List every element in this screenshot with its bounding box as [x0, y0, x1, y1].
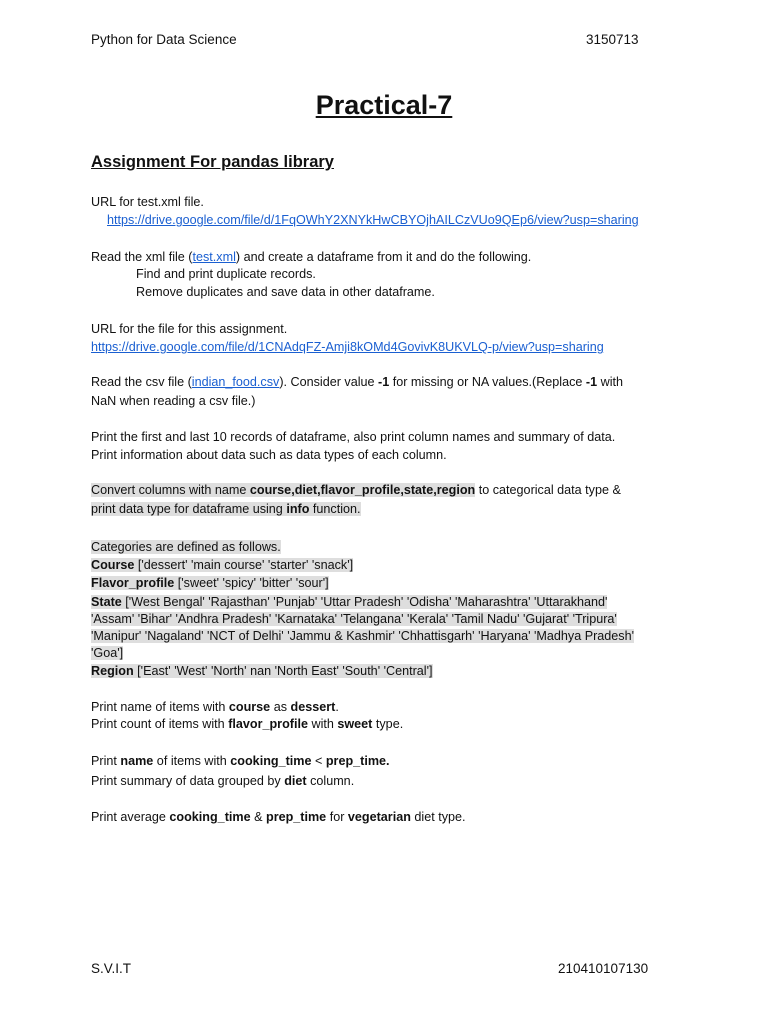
- test-xml-link[interactable]: test.xml: [192, 250, 236, 264]
- csv-url-link-text[interactable]: https://drive.google.com/file/d/1CNAdqFZ-Amji8kOMd4GovivK8UKVLQ-p/view?usp=sharing: [91, 340, 604, 354]
- task-group-by-diet: Print summary of data grouped by diet column.: [91, 774, 355, 788]
- csv-read-instruction: Read the csv file (indian_food.csv). Consider value -1 for missing or NA values.(Replace -1 with: [91, 375, 624, 389]
- xml-task-remove: Remove duplicates and save data in other dataframe.: [136, 285, 435, 299]
- xml-url-link-text[interactable]: https://drive.google.com/file/d/1FqOWhY2XNYkHwCBYOjhAILCzVUo9QEp6/view?usp=sharing: [107, 213, 639, 227]
- header-subject-code: 3150713: [586, 32, 639, 47]
- task-average-veg: Print average cooking_time & prep_time for vegetarian diet type.: [91, 810, 466, 824]
- indian-food-csv-link[interactable]: indian_food.csv: [191, 375, 280, 389]
- convert-task: Convert columns with name course,diet,flavor_profile,state,region to categorical data type &: [91, 483, 621, 497]
- xml-url-label: URL for test.xml file.: [91, 195, 204, 209]
- convert-task-cont: print data type for dataframe using info function.: [91, 502, 361, 516]
- category-state-cont-1: 'Assam' 'Bihar' 'Andhra Pradesh' 'Karnataka' 'Telangana' 'Kerala' 'Tamil Nadu' 'Gujarat' 'Tripura': [91, 612, 617, 626]
- csv-read-instruction-cont: NaN when reading a csv file.): [91, 394, 256, 408]
- csv-url-label: URL for the file for this assignment.: [91, 322, 288, 336]
- section-heading: Assignment For pandas library: [91, 153, 334, 171]
- footer-institute: S.V.I.T: [91, 961, 132, 976]
- print-records-task: Print the first and last 10 records of dataframe, also print column names and summary of data.: [91, 430, 616, 444]
- category-state-cont-3: 'Goa']: [91, 646, 124, 660]
- xml-task-duplicates: Find and print duplicate records.: [136, 267, 316, 281]
- category-region: Region ['East' 'West' 'North' nan 'North East' 'South' 'Central']: [91, 664, 433, 678]
- task-sweet-count: Print count of items with flavor_profile with sweet type.: [91, 717, 404, 731]
- csv-url-link[interactable]: [91, 339, 604, 356]
- header-course-name: Python for Data Science: [91, 32, 237, 47]
- task-cooking-lt-prep: Print name of items with cooking_time < prep_time.: [91, 754, 390, 768]
- category-flavor-profile: Flavor_profile ['sweet' 'spicy' 'bitter' 'sour']: [91, 576, 329, 590]
- print-info-task: Print information about data such as data types of each column.: [91, 448, 447, 462]
- category-course: Course ['dessert' 'main course' 'starter' 'snack']: [91, 558, 354, 572]
- category-state-cont-2: 'Manipur' 'Nagaland' 'NCT of Delhi' 'Jammu & Kashmir' 'Chhattisgarh' 'Haryana' 'Madhya Pradesh': [91, 629, 635, 643]
- task-dessert-items: Print name of items with course as dessert.: [91, 700, 339, 714]
- xml-read-instruction: Read the xml file (test.xml) and create a dataframe from it and do the following.: [91, 250, 532, 264]
- footer-enrollment-number: 210410107130: [558, 961, 649, 976]
- page-title: Practical-7: [315, 90, 453, 120]
- categories-intro: Categories are defined as follows.: [91, 540, 281, 554]
- xml-url-link[interactable]: [107, 212, 639, 229]
- category-state: State ['West Bengal' 'Rajasthan' 'Punjab' 'Uttar Pradesh' 'Odisha' 'Maharashtra' 'Uttarakhand': [91, 595, 608, 609]
